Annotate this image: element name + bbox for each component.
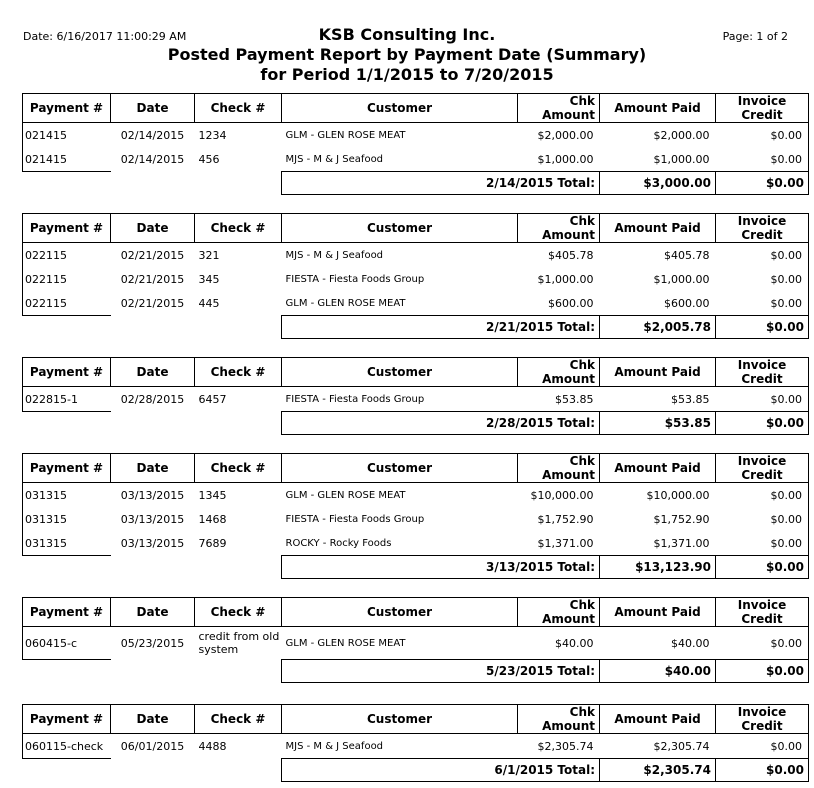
- payment-group: [22, 357, 808, 435]
- check-number-cell: 1345: [198, 488, 227, 502]
- table-row: [23, 123, 809, 148]
- customer-cell: MJS - M & J Seafood: [285, 153, 384, 165]
- table-header-row: [23, 94, 809, 123]
- date-cell: 03/13/2015: [120, 488, 185, 502]
- invoice-credit-header: Invoice Credit: [716, 214, 809, 243]
- table-row: [23, 243, 809, 268]
- check-header: Check #: [195, 214, 282, 243]
- payment-group: [22, 213, 808, 339]
- total-spacer: [23, 316, 282, 339]
- payment-table: [22, 597, 809, 683]
- payment-header: Payment #: [23, 454, 111, 483]
- chk-amount-header: Chk Amount: [518, 705, 600, 734]
- group-total-label: 3/13/2015 Total:: [282, 556, 600, 579]
- customer-cell: GLM - GLEN ROSE MEAT: [285, 297, 406, 309]
- date-cell: 02/21/2015: [120, 296, 185, 310]
- amount-paid-header: Amount Paid: [600, 94, 716, 123]
- table-header-row: [23, 214, 809, 243]
- amount-paid-header: Amount Paid: [600, 214, 716, 243]
- chk-amount-cell: $40.00: [555, 636, 594, 650]
- chk-amount-cell: $1,752.90: [537, 512, 594, 526]
- check-header: Check #: [195, 705, 282, 734]
- check-number-cell: 4488: [198, 739, 227, 753]
- report-period: for Period 1/1/2015 to 7/20/2015: [260, 65, 554, 84]
- payment-table: [22, 213, 809, 339]
- customer-cell: GLM - GLEN ROSE MEAT: [285, 489, 406, 501]
- table-row: [23, 734, 809, 759]
- invoice-credit-cell: $0.00: [716, 123, 809, 148]
- date-cell: 02/21/2015: [120, 248, 185, 262]
- payment-number-cell: 022815-1: [23, 387, 111, 412]
- group-total-invoice-credit: $0.00: [716, 660, 809, 683]
- check-header: Check #: [195, 454, 282, 483]
- amount-paid-cell: $1,752.90: [653, 512, 710, 526]
- invoice-credit-cell: $0.00: [716, 507, 809, 531]
- date-cell: 02/14/2015: [120, 152, 185, 166]
- invoice-credit-header: Invoice Credit: [716, 94, 809, 123]
- total-spacer: [23, 759, 282, 782]
- date-cell: 06/01/2015: [120, 739, 185, 753]
- customer-header: Customer: [282, 358, 518, 387]
- payment-header: Payment #: [23, 214, 111, 243]
- group-total-label: 2/21/2015 Total:: [282, 316, 600, 339]
- amount-paid-header: Amount Paid: [600, 454, 716, 483]
- amount-paid-cell: $405.78: [664, 248, 710, 262]
- group-total-amount-paid: $13,123.90: [600, 556, 716, 579]
- date-header: Date: [111, 358, 195, 387]
- check-number-cell: 456: [198, 152, 220, 166]
- invoice-credit-cell: $0.00: [716, 734, 809, 759]
- amount-paid-cell: $600.00: [664, 296, 710, 310]
- table-row: [23, 291, 809, 316]
- group-total-invoice-credit: $0.00: [716, 172, 809, 195]
- invoice-credit-cell: $0.00: [716, 291, 809, 316]
- customer-cell: MJS - M & J Seafood: [285, 249, 384, 261]
- amount-paid-header: Amount Paid: [600, 358, 716, 387]
- customer-header: Customer: [282, 214, 518, 243]
- customer-header: Customer: [282, 454, 518, 483]
- payment-group: [22, 453, 808, 579]
- check-number-cell: 7689: [198, 536, 227, 550]
- check-number-cell: 6457: [198, 392, 227, 406]
- payment-table: [22, 357, 809, 435]
- amount-paid-cell: $2,305.74: [653, 739, 710, 753]
- invoice-credit-cell: $0.00: [716, 267, 809, 291]
- date-cell: 02/28/2015: [120, 392, 185, 406]
- invoice-credit-cell: $0.00: [716, 483, 809, 508]
- chk-amount-cell: $2,305.74: [537, 739, 594, 753]
- payment-number-cell: 031315: [23, 507, 111, 531]
- group-total-label: 5/23/2015 Total:: [282, 660, 600, 683]
- group-total-amount-paid: $2,305.74: [600, 759, 716, 782]
- invoice-credit-cell: $0.00: [716, 627, 809, 660]
- amount-paid-cell: $2,000.00: [653, 128, 710, 142]
- group-total-label: 6/1/2015 Total:: [282, 759, 600, 782]
- group-total-amount-paid: $2,005.78: [600, 316, 716, 339]
- payment-header: Payment #: [23, 94, 111, 123]
- invoice-credit-header: Invoice Credit: [716, 454, 809, 483]
- chk-amount-header: Chk Amount: [518, 214, 600, 243]
- check-number-cell: 1234: [198, 128, 227, 142]
- customer-header: Customer: [282, 705, 518, 734]
- group-total-amount-paid: $40.00: [600, 660, 716, 683]
- total-spacer: [23, 412, 282, 435]
- customer-header: Customer: [282, 94, 518, 123]
- invoice-credit-header: Invoice Credit: [716, 358, 809, 387]
- payment-table: [22, 93, 809, 195]
- report-title-block: [0, 25, 814, 85]
- chk-amount-cell: $1,000.00: [537, 272, 594, 286]
- group-total-row: [23, 660, 809, 683]
- group-total-row: [23, 316, 809, 339]
- chk-amount-cell: $2,000.00: [537, 128, 594, 142]
- customer-header: Customer: [282, 598, 518, 627]
- group-total-amount-paid: $53.85: [600, 412, 716, 435]
- date-header: Date: [111, 454, 195, 483]
- chk-amount-cell: $53.85: [555, 392, 594, 406]
- table-row: [23, 147, 809, 172]
- group-total-label: 2/28/2015 Total:: [282, 412, 600, 435]
- payment-header: Payment #: [23, 705, 111, 734]
- payment-group: [22, 704, 808, 782]
- check-number-cell: 445: [198, 296, 220, 310]
- chk-amount-cell: $1,000.00: [537, 152, 594, 166]
- chk-amount-cell: $1,371.00: [537, 536, 594, 550]
- group-total-invoice-credit: $0.00: [716, 556, 809, 579]
- check-number-cell: 321: [198, 248, 220, 262]
- table-row: [23, 267, 809, 291]
- customer-cell: ROCKY - Rocky Foods: [285, 537, 392, 549]
- amount-paid-cell: $1,000.00: [653, 272, 710, 286]
- invoice-credit-cell: $0.00: [716, 243, 809, 268]
- date-header: Date: [111, 598, 195, 627]
- amount-paid-header: Amount Paid: [600, 705, 716, 734]
- chk-amount-cell: $10,000.00: [530, 488, 594, 502]
- group-total-amount-paid: $3,000.00: [600, 172, 716, 195]
- check-header: Check #: [195, 94, 282, 123]
- group-total-row: [23, 556, 809, 579]
- payment-group: [22, 597, 808, 683]
- chk-amount-header: Chk Amount: [518, 358, 600, 387]
- total-spacer: [23, 172, 282, 195]
- table-row: [23, 627, 809, 660]
- customer-cell: MJS - M & J Seafood: [285, 740, 384, 752]
- amount-paid-cell: $53.85: [671, 392, 710, 406]
- customer-cell: GLM - GLEN ROSE MEAT: [285, 637, 406, 649]
- payment-number-cell: 021415: [23, 123, 111, 148]
- invoice-credit-cell: $0.00: [716, 387, 809, 412]
- total-spacer: [23, 660, 282, 683]
- payment-number-cell: 021415: [23, 147, 111, 172]
- payment-number-cell: 060115-check: [23, 734, 111, 759]
- amount-paid-cell: $1,000.00: [653, 152, 710, 166]
- group-total-label: 2/14/2015 Total:: [282, 172, 600, 195]
- invoice-credit-cell: $0.00: [716, 147, 809, 172]
- payment-number-cell: 031315: [23, 483, 111, 508]
- chk-amount-cell: $600.00: [548, 296, 594, 310]
- customer-cell: GLM - GLEN ROSE MEAT: [285, 129, 406, 141]
- group-total-invoice-credit: $0.00: [716, 316, 809, 339]
- invoice-credit-header: Invoice Credit: [716, 598, 809, 627]
- date-cell: 05/23/2015: [120, 636, 185, 650]
- group-total-invoice-credit: $0.00: [716, 759, 809, 782]
- report-title: Posted Payment Report by Payment Date (Summary): [167, 45, 647, 64]
- table-row: [23, 531, 809, 556]
- check-number-cell: credit from old system: [198, 630, 280, 657]
- table-row: [23, 483, 809, 508]
- table-header-row: [23, 454, 809, 483]
- amount-paid-cell: $40.00: [671, 636, 710, 650]
- amount-paid-cell: $1,371.00: [653, 536, 710, 550]
- check-header: Check #: [195, 598, 282, 627]
- chk-amount-header: Chk Amount: [518, 454, 600, 483]
- amount-paid-header: Amount Paid: [600, 598, 716, 627]
- date-cell: 03/13/2015: [120, 536, 185, 550]
- chk-amount-header: Chk Amount: [518, 598, 600, 627]
- group-total-row: [23, 172, 809, 195]
- payment-header: Payment #: [23, 598, 111, 627]
- invoice-credit-header: Invoice Credit: [716, 705, 809, 734]
- customer-cell: FIESTA - Fiesta Foods Group: [285, 513, 425, 525]
- date-cell: 03/13/2015: [120, 512, 185, 526]
- company-name: KSB Consulting Inc.: [318, 25, 496, 44]
- report-date: Date: 6/16/2017 11:00:29 AM: [23, 30, 187, 43]
- date-header: Date: [111, 705, 195, 734]
- table-header-row: [23, 598, 809, 627]
- table-row: [23, 387, 809, 412]
- table-header-row: [23, 358, 809, 387]
- payment-number-cell: 022115: [23, 291, 111, 316]
- date-cell: 02/14/2015: [120, 128, 185, 142]
- check-number-cell: 345: [198, 272, 220, 286]
- customer-cell: FIESTA - Fiesta Foods Group: [285, 393, 425, 405]
- payment-table: [22, 453, 809, 579]
- customer-cell: FIESTA - Fiesta Foods Group: [285, 273, 425, 285]
- payment-header: Payment #: [23, 358, 111, 387]
- payment-number-cell: 060415-c: [23, 627, 111, 660]
- payment-table: [22, 704, 809, 782]
- group-total-row: [23, 759, 809, 782]
- invoice-credit-cell: $0.00: [716, 531, 809, 556]
- check-header: Check #: [195, 358, 282, 387]
- payment-number-cell: 022115: [23, 267, 111, 291]
- payment-group: [22, 93, 808, 195]
- chk-amount-header: Chk Amount: [518, 94, 600, 123]
- date-header: Date: [111, 214, 195, 243]
- table-row: [23, 507, 809, 531]
- total-spacer: [23, 556, 282, 579]
- check-number-cell: 1468: [198, 512, 227, 526]
- payment-number-cell: 031315: [23, 531, 111, 556]
- group-total-invoice-credit: $0.00: [716, 412, 809, 435]
- date-cell: 02/21/2015: [120, 272, 185, 286]
- table-header-row: [23, 705, 809, 734]
- page-number: Page: 1 of 2: [722, 30, 788, 43]
- group-total-row: [23, 412, 809, 435]
- date-header: Date: [111, 94, 195, 123]
- amount-paid-cell: $10,000.00: [646, 488, 710, 502]
- payment-number-cell: 022115: [23, 243, 111, 268]
- chk-amount-cell: $405.78: [548, 248, 594, 262]
